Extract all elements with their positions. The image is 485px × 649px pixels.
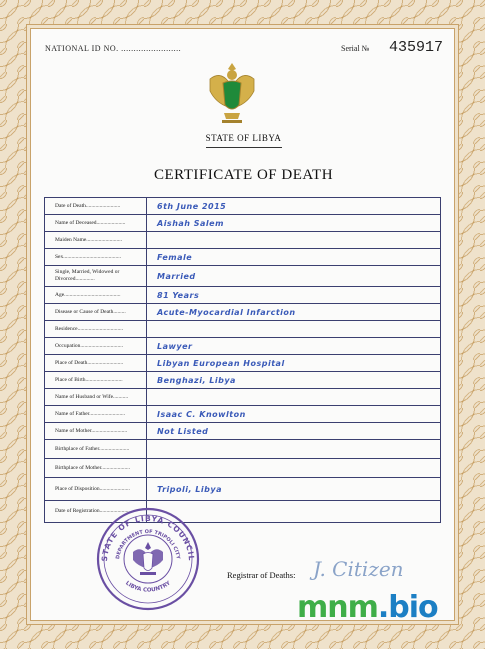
field-label: Place of Death.......................... <box>45 355 147 371</box>
field-row <box>45 249 440 266</box>
field-row <box>45 372 440 389</box>
field-row <box>45 478 440 501</box>
field-value: Tripoli, Libya <box>157 484 222 494</box>
field-label: Name of Husband or Wife........... <box>45 389 147 405</box>
field-row <box>45 440 440 459</box>
field-value: 6th June 2015 <box>157 201 227 211</box>
field-label: Single, Married, Widowed or Divorced.............. <box>45 266 147 286</box>
field-value <box>157 459 440 477</box>
field-row <box>45 338 440 355</box>
field-row <box>45 389 440 406</box>
state-underline <box>206 147 282 148</box>
field-row <box>45 423 440 440</box>
field-label: Sex.......................................... <box>45 249 147 265</box>
field-row <box>45 355 440 372</box>
seal-outer-text: STATE OF LIBYA COUNCIL <box>99 513 197 562</box>
field-label: Residence................................. <box>45 321 147 337</box>
field-label: Place of Birth........................... <box>45 372 147 388</box>
state-name: STATE OF LIBYA <box>205 133 282 143</box>
field-row <box>45 304 440 321</box>
field-value <box>157 232 440 248</box>
field-value: Not Listed <box>157 426 209 436</box>
field-row <box>45 232 440 249</box>
libya-eagle-emblem-icon <box>206 59 258 129</box>
field-label: Name of Deceased..................... <box>45 215 147 231</box>
national-id-label: NATIONAL ID NO. ........................ <box>45 44 182 53</box>
field-row <box>45 321 440 338</box>
certificate-paper <box>30 28 455 621</box>
field-value: Libyan European Hospital <box>157 358 285 368</box>
field-value: Acute-Myocardial Infarction <box>157 307 296 317</box>
svg-text:LIBYA COUNTRY <box>124 580 172 594</box>
field-value: Aishah Salem <box>157 218 224 228</box>
field-label: Name of Father.......................... <box>45 406 147 422</box>
field-value: Lawyer <box>157 341 193 351</box>
field-row <box>45 215 440 232</box>
field-label: Date of Death......................... <box>45 198 147 214</box>
field-value: Benghazi, Libya <box>157 375 236 385</box>
field-label: Age......................................... <box>45 287 147 303</box>
serial-label: Serial № <box>341 44 370 53</box>
field-value: Female <box>157 252 193 262</box>
watermark-part-b: .bio <box>377 590 438 625</box>
field-row <box>45 406 440 423</box>
certificate-fields-table <box>44 197 441 523</box>
watermark-part-a: mnm <box>297 590 378 625</box>
field-value: Married <box>157 271 196 281</box>
field-value: Isaac C. Knowlton <box>157 409 246 419</box>
seal-bottom-text: LIBYA COUNTRY <box>124 580 172 594</box>
field-label: Date of Registration...................... <box>45 501 147 522</box>
watermark-logo <box>297 590 438 625</box>
field-label: Birthplace of Father...................... <box>45 440 147 458</box>
field-row <box>45 266 440 287</box>
registrar-signature: J. Citizen <box>313 557 404 581</box>
field-value <box>157 321 440 337</box>
field-label: Disease or Cause of Death......... <box>45 304 147 320</box>
field-label: Maiden Name.......................... <box>45 232 147 248</box>
field-row <box>45 198 440 215</box>
field-value <box>157 440 440 458</box>
field-value <box>157 389 440 405</box>
serial-number: 435917 <box>389 39 444 56</box>
field-label: Name of Mother.......................... <box>45 423 147 439</box>
registrar-label: Registrar of Deaths: <box>227 570 296 580</box>
council-seal-icon <box>93 504 203 614</box>
field-row <box>45 459 440 478</box>
field-value: 81 Years <box>157 290 200 300</box>
field-label: Place of Disposition...................... <box>45 478 147 500</box>
certificate-title: CERTIFICATE OF DEATH <box>153 167 334 183</box>
field-row <box>45 287 440 304</box>
field-label: Birthplace of Mother..................... <box>45 459 147 477</box>
field-label: Occupation............................... <box>45 338 147 354</box>
seal-inner-text: DEPARTMENT OF TRIPOLI CITY <box>115 528 181 560</box>
